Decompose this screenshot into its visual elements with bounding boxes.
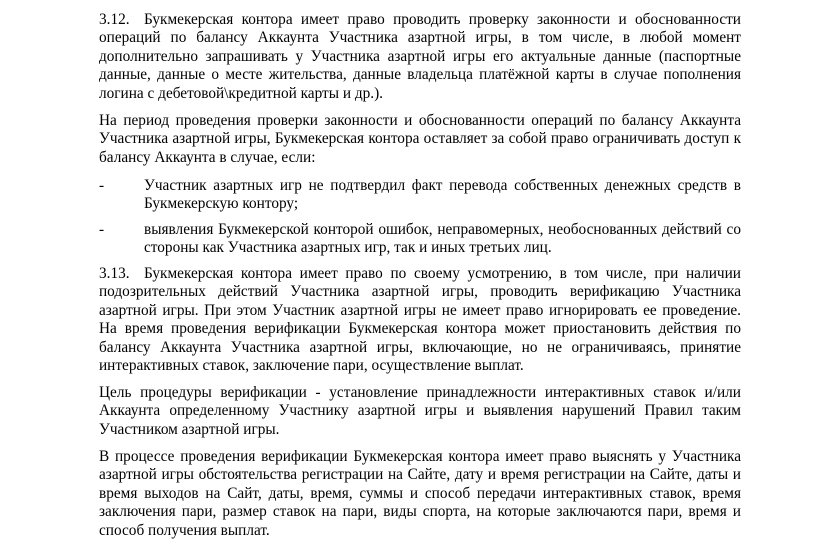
- paragraph-text: На период проведения проверки законности и обоснованности операций по балансу Аккаунта Участника азартной игры, Букмекерская контора оставляет за собой право ограничивать доступ к балансу Аккаунта в случае, если:: [99, 112, 741, 166]
- clause-number: 3.13.: [99, 265, 130, 282]
- paragraph-text: Цель процедуры верификации - установление принадлежности интерактивных ставок и/или Аккаунта определенному Участнику азартной игры и выявления нарушений Правил таким Участником азартной игры.: [99, 384, 741, 438]
- clause-number: 3.12.: [99, 11, 130, 28]
- list-item: [99, 221, 741, 258]
- restriction-paragraph: [99, 112, 741, 167]
- clause-3-13: [99, 265, 741, 375]
- clause-text: Букмекерская контора имеет право проводить проверку законности и обоснованности операций по балансу Аккаунта Участника азартной игры, в том числе, в любой момент дополнительно запрашивать у Участника азартной игры его актуальные данные (паспортные данные, данные о месте жительства, данные владельца платёжной карты в случае пополнения логина с дебетовой\кредитной карты и др.).: [99, 11, 741, 102]
- clause-text: Букмекерская контора имеет право по своему усмотрению, в том числе, при наличии подозрительных действий Участника азартной игры, проводить верификацию Участника азартной игры. При этом Участник азартной игры не имеет право игнорировать ее проведение. На время проведения верификации Букмекерская контора может приостановить действия по балансу Аккаунта Участника азартной игры, включающие, но не ограничиваясь, принятие интерактивных ставок, заключение пари, осуществление выплат.: [99, 265, 741, 375]
- list-dash: -: [99, 177, 105, 194]
- paragraph-text: В процессе проведения верификации Букмекерская контора имеет право выяснять у Участника азартной игры обстоятельства регистрации на Сайте, дату и время регистрации на Сайте, даты и время выходов на Сайт, даты, время, суммы и способ передачи интерактивных ставок, время заключения пари, размер ставок на пари, виды спорта, на которые заключаются пари, время и способ получения выплат.: [99, 448, 741, 539]
- list-item-text: Участник азартных игр не подтвердил факт перевода собственных денежных средств в Букмекерскую контору;: [144, 177, 741, 213]
- list-item-text: выявления Букмекерской конторой ошибок, неправомерных, необоснованных действий со стороны как Участника азартных игр, так и иных третьих лиц.: [144, 221, 741, 257]
- verification-goal-paragraph: [99, 384, 741, 439]
- verification-process-paragraph: [99, 448, 741, 540]
- clause-3-12: [99, 11, 741, 103]
- list-item: [99, 177, 741, 214]
- list-dash: -: [99, 221, 105, 238]
